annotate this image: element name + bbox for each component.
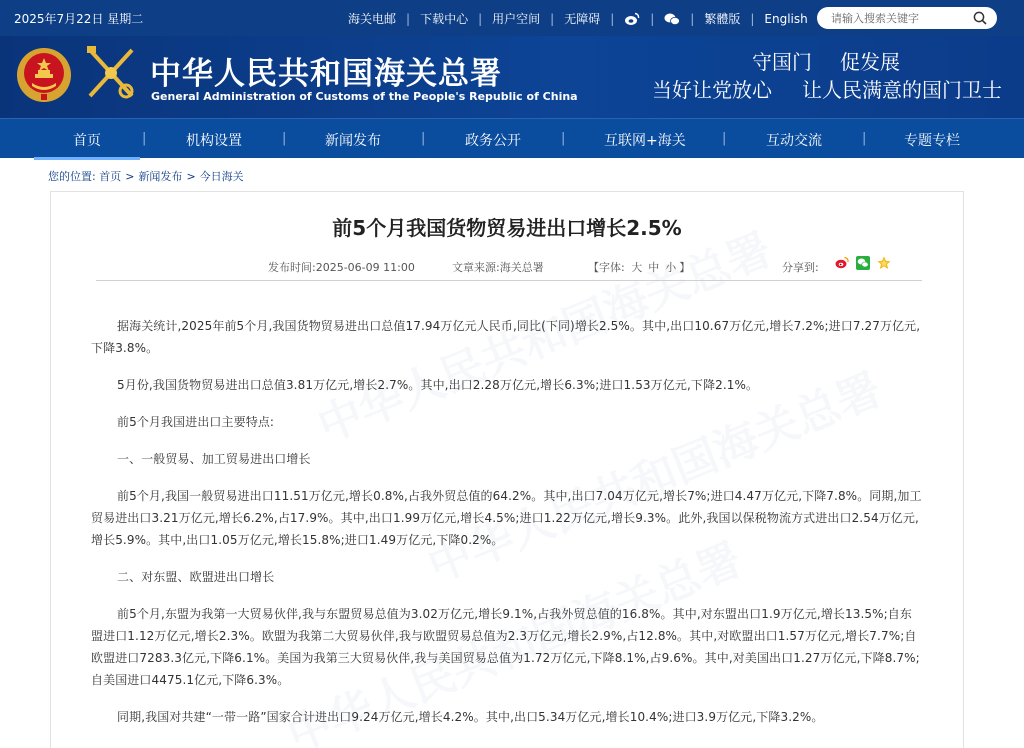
wechat-icon[interactable] <box>664 12 680 26</box>
font-label-open: 【字体: <box>588 261 625 274</box>
article-panel <box>50 191 964 748</box>
font-label-close: 】 <box>679 261 691 274</box>
nav-active-indicator <box>34 157 140 160</box>
article-paragraph: 前5个月我国进出口主要特点: <box>117 415 275 429</box>
current-date: 2025年7月22日 星期二 <box>14 12 144 26</box>
article-section-heading: 二、对东盟、欧盟进出口增长 <box>117 570 275 584</box>
link-user-space[interactable]: 用户空间 <box>492 12 541 26</box>
site-title-english: General Administration of Customs of the People's Republic of China <box>151 90 578 103</box>
article-paragraph: 前5个月,东盟为我第一大贸易伙伴,我与东盟贸易总值为3.02万亿元,增长9.1%,占我外贸总值的16.8%。其中,对东盟出口1.9万亿元,增长13.5%;自东盟进口1.12万亿元,增长2.3%。欧盟为我第二大贸易伙伴,我与欧盟贸易总值为2.3万亿元,增长2.9%,占12.8%。其中,对欧盟出口1.57万亿元,增长7.7%;自欧盟进口7283.3亿元,下降6.1%。美国为我第三大贸易伙伴,我与美国贸易总值为1.72万亿元,下降8.1%,占9.6%。其中,对美国出口1.27万亿元,下降8.7%;自美国进口4475.1亿元,下降6.3%。 <box>91 607 920 687</box>
article-section-heading: 一、一般贸易、加工贸易进出口增长 <box>117 452 311 466</box>
article-paragraph: 同期,我国对共建“一带一路”国家合计进出口9.24万亿元,增长4.2%。其中,出口5.34万亿元,增长10.4%;进口3.9万亿元,下降3.2%。 <box>117 710 824 724</box>
nav-government-affairs[interactable]: 政务公开 <box>465 133 521 149</box>
top-utility-bar <box>0 0 1024 36</box>
utility-links <box>348 10 808 27</box>
site-header <box>0 36 1024 118</box>
article-body <box>91 315 923 743</box>
font-size-medium[interactable]: 中 <box>648 261 660 274</box>
share-wechat-icon[interactable] <box>856 256 870 270</box>
share-weibo-icon[interactable] <box>835 256 849 270</box>
font-size-small[interactable]: 小 <box>665 261 677 274</box>
publish-time: 发布时间:2025-06-09 11:00 <box>268 261 415 274</box>
slogan-people-satisfied: 让人民满意的国门卫士 <box>802 78 1002 102</box>
nav-separator: | <box>421 131 426 146</box>
nav-internet-customs[interactable]: 互联网+海关 <box>604 133 686 149</box>
nav-organization[interactable]: 机构设置 <box>186 133 242 149</box>
article-source: 文章来源:海关总署 <box>452 261 544 274</box>
font-size-large[interactable]: 大 <box>631 261 643 274</box>
nav-separator: | <box>142 131 147 146</box>
nav-interaction[interactable]: 互动交流 <box>766 133 822 149</box>
breadcrumb-today-customs[interactable]: 今日海关 <box>199 170 244 183</box>
font-size-control <box>588 259 690 275</box>
article-paragraph: 前5个月,我国一般贸易进出口11.51万亿元,增长0.8%,占我外贸总值的64.2%。其中,出口7.04万亿元,增长7%;进口4.47万亿元,下降7.8%。同期,加工贸易进出口3.21万亿元,增长6.2%,占17.9%。其中,出口1.99万亿元,增长4.5%;进口1.22万亿元,增长9.3%。此外,我国以保税物流方式进出口2.54万亿元,增长5.9%。其中,出口1.05万亿元,增长15.8%;进口1.49万亿元,下降0.2%。 <box>91 489 922 547</box>
slogan-party-trust: 当好让党放心 <box>652 78 772 102</box>
link-accessibility[interactable]: 无障碍 <box>564 12 601 26</box>
nav-home[interactable]: 首页 <box>73 133 101 149</box>
breadcrumb-prefix: 您的位置: <box>48 170 96 183</box>
slogan-guard-gate: 守国门 <box>752 50 812 74</box>
article-paragraph: 5月份,我国货物贸易进出口总值3.81万亿元,增长2.7%。其中,出口2.28万亿元,增长6.3%;进口1.53万亿元,下降2.1%。 <box>117 378 759 392</box>
breadcrumb-home[interactable]: 首页 <box>99 170 122 183</box>
weibo-icon[interactable] <box>624 12 640 26</box>
separator: | <box>610 11 615 26</box>
breadcrumb <box>48 168 244 184</box>
slogan-line-2 <box>652 74 1002 103</box>
separator: | <box>650 11 655 26</box>
breadcrumb-separator: > <box>186 170 196 183</box>
article-title: 前5个月我国货物贸易进出口增长2.5% <box>332 216 682 240</box>
slogan-promote-development: 促发展 <box>840 50 900 74</box>
search-icon[interactable] <box>973 11 987 25</box>
separator: | <box>478 11 483 26</box>
nav-separator: | <box>722 131 727 146</box>
search-box <box>817 7 997 29</box>
nav-special-topics[interactable]: 专题专栏 <box>904 133 960 149</box>
site-title-chinese: 中华人民共和国海关总署 <box>150 56 502 92</box>
link-english[interactable]: English <box>764 11 808 26</box>
breadcrumb-news-release[interactable]: 新闻发布 <box>138 170 183 183</box>
share-qzone-icon[interactable] <box>877 256 891 270</box>
nav-separator: | <box>862 131 867 146</box>
nav-separator: | <box>282 131 287 146</box>
share-label: 分享到: <box>782 261 819 274</box>
slogan-line-1 <box>752 46 900 75</box>
article-paragraph: 据海关统计,2025年前5个月,我国货物贸易进出口总值17.94万亿元人民币,同比(下同)增长2.5%。其中,出口10.67万亿元,增长7.2%;进口7.27万亿元,下降3.8%。 <box>91 319 921 355</box>
separator: | <box>406 11 411 26</box>
separator: | <box>690 11 695 26</box>
nav-separator: | <box>561 131 566 146</box>
share-icons <box>835 256 891 270</box>
separator: | <box>750 11 755 26</box>
customs-emblem-icon <box>82 44 140 104</box>
link-traditional-chinese[interactable]: 繁體版 <box>704 12 741 26</box>
search-input[interactable] <box>831 10 971 26</box>
separator: | <box>550 11 555 26</box>
title-divider <box>96 280 922 281</box>
link-email[interactable]: 海关电邮 <box>348 12 397 26</box>
link-download-center[interactable]: 下载中心 <box>420 12 469 26</box>
main-navigation <box>0 118 1024 158</box>
nav-news-release[interactable]: 新闻发布 <box>325 133 381 149</box>
national-emblem-icon[interactable] <box>15 46 73 104</box>
breadcrumb-separator: > <box>125 170 135 183</box>
